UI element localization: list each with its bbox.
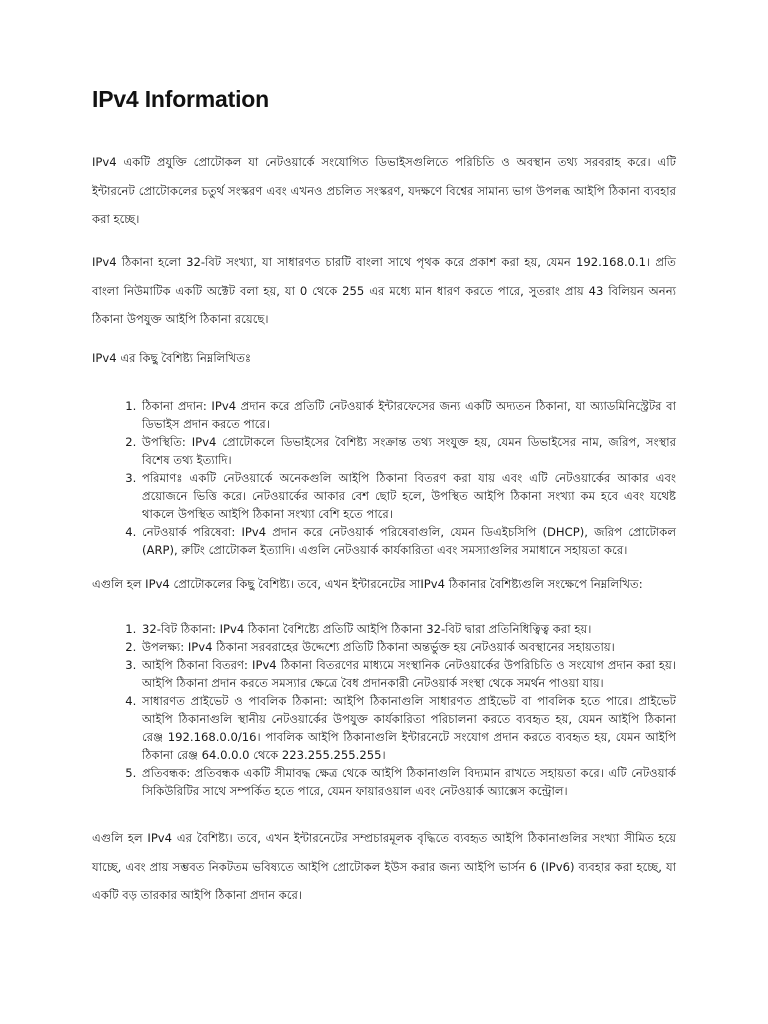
- list-item: 1. 32-বিট ঠিকানা: IPv4 ঠিকানা বৈশিষ্ট্যে প্রতিটি আইপি ঠিকানা 32-বিট দ্বারা প্রতিনিধিত্বিত্ব করা হয়।: [140, 620, 676, 638]
- address-features-list: [92, 620, 676, 800]
- list-item: 4. সাধারণত প্রাইভেট ও পাবলিক ঠিকানা: আইপি ঠিকানাগুলি সাধারণত প্রাইভেট বা পাবলিক হতে পারে। প্রাইভেট আইপি ঠিকানাগুলি স্থানীয় নেটওয়ার্কের উপযুক্ত কার্যকারিতা পরিচালনা করতে ব্যবহৃত হয়, যেমন আইপি ঠিকানা রেঞ্জ 192.168.0.0/16। পাবলিক আইপি ঠিকানাগুলি ইন্টারনেটে সংযোগ প্রদান করতে ব্যবহৃত হয়, যেমন আইপি ঠিকানা রেঞ্জ 64.0.0.0 থেকে 223.255.255.255।: [140, 692, 676, 764]
- list-item: 3. পরিমাণঃ একটি নেটওয়ার্কে অনেকগুলি আইপি ঠিকানা বিতরণ করা যায় এবং এটি নেটওয়ার্কের আকার এবং প্রয়োজনে ভিত্তি করে। নেটওয়ার্কের আকার বেশ ছোট হলে, উপস্থিত আইপি ঠিকানা সংখ্যা কম হবে এবং যথেষ্ট থাকলে উপস্থিত আইপি ঠিকানা সংখ্যা বেশি হতে পারে।: [140, 469, 676, 523]
- list-item: 1. ঠিকানা প্রদান: IPv4 প্রদান করে প্রতিটি নেটওয়ার্ক ইন্টারফেসের জন্য একটি অদ্যতন ঠিকানা, যা অ্যাডমিনিস্ট্রেটর বা ডিভাইস প্রদান করতে পারে।: [140, 397, 676, 433]
- address-format-paragraph: IPv4 ঠিকানা হলো 32-বিট সংখ্যা, যা সাধারণত চারটি বাংলা সাথে পৃথক করে প্রকাশ করা হয়, যেমন 192.168.0.1। প্রতি বাংলা নিউমাটিক একটি অক্টেট বলা হয়, যা 0 থেকে 255 এর মধ্যে মান ধারণ করতে পারে, সুতরাং প্রায় 43 বিলিয়ন অনন্য ঠিকানা উপযুক্ত আইপি ঠিকানা রয়েছে।: [92, 255, 676, 326]
- list-item: 5. প্রতিবন্ধক: প্রতিবন্ধক একটি সীমাবদ্ধ ক্ষেত্র থেকে আইপি ঠিকানাগুলি বিদ্যমান রাখতে সহায়তা করে। এটি নেটওয়ার্ক সিকিউরিটির সাথে সম্পর্কিত হতে পারে, যেমন ফায়ারওয়াল এবং নেটওয়ার্ক অ্যাক্সেস কন্ট্রোল।: [140, 764, 676, 800]
- list-item: 4. নেটওয়ার্ক পরিষেবা: IPv4 প্রদান করে নেটওয়ার্ক পরিষেবাগুলি, যেমন ডিএইচসিপি (DHCP), জরিপ প্রোটোকল (ARP), রুটিং প্রোটোকল ইত্যাদি। এগুলি নেটওয়ার্ক কার্যকারিতা এবং সমস্যাগুলির সমাধানে সহায়তা করে।: [140, 523, 676, 559]
- list-item: 2. উপলক্ষ্য: IPv4 ঠিকানা সরবরাহের উদ্দেশ্যে প্রতিটি ঠিকানা অন্তর্ভুক্ত হয় নেটওয়ার্ক অবস্থানের সহায়তায়।: [140, 638, 676, 656]
- features-intro-paragraph: IPv4 এর কিছু বৈশিষ্ট্য নিম্নলিখিতঃ: [92, 351, 252, 365]
- summary-intro-paragraph: এগুলি হল IPv4 প্রোটোকলের কিছু বৈশিষ্ট্য। তবে, এখন ইন্টারনেটের সাIPv4 ঠিকানার বৈশিষ্ট্যগুলি সংক্ষেপে নিম্নলিখিত:: [92, 577, 643, 591]
- conclusion-paragraph: এগুলি হল IPv4 এর বৈশিষ্ট্য। তবে, এখন ইন্টারনেটের সম্প্রচারমূলক বৃদ্ধিতে ব্যবহৃত আইপি ঠিকানাগুলির সংখ্যা সীমিত হয়ে যাচ্ছে, এবং প্রায় সম্ভবত নিকটতম ভবিষ্যতে আইপি প্রোটোকল ইউস করার জন্য আইপি ভার্সন 6 (IPv6) ব্যবহার করা হচ্ছে, যা একটি বড় তারকার আইপি ঠিকানা প্রদান করে।: [92, 831, 676, 902]
- intro-paragraph: IPv4 একটি প্রযুক্তি প্রোটোকল যা নেটওয়ার্কে সংযোগিত ডিভাইসগুলিতে পরিচিতি ও অবস্থান তথ্য সরবরাহ করে। এটি ইন্টারনেট প্রোটোকলের চতুর্থ সংস্করণ এবং এখনও প্রচলিত সংস্করণ, যদক্ষণে বিশ্বের সামান্য ভাগ উপলব্ধ আইপি ঠিকানা ব্যবহার করা হচ্ছে।: [92, 155, 676, 226]
- page-title: IPv4 Information: [92, 86, 269, 112]
- list-item: 3. আইপি ঠিকানা বিতরণ: IPv4 ঠিকানা বিতরণের মাধ্যমে সংস্থানিক নেটওয়ার্কের উপরিচিতি ও সংযোগ প্রদান করা হয়। আইপি ঠিকানা প্রদান করতে সমস্যার ক্ষেত্রে বৈধ প্রদানকারী নেটওয়ার্ক সংস্থা থেকে সমর্থন পাওয়া যায়।: [140, 656, 676, 692]
- features-list: [92, 397, 676, 559]
- list-item: 2. উপস্থিতি: IPv4 প্রোটোকলে ডিভাইসের বৈশিষ্ট্য সংক্রান্ত তথ্য সংযুক্ত হয়, যেমন ডিভাইসের নাম, জরিপ, সংস্থার বিশেষ তথ্য ইত্যাদি।: [140, 433, 676, 469]
